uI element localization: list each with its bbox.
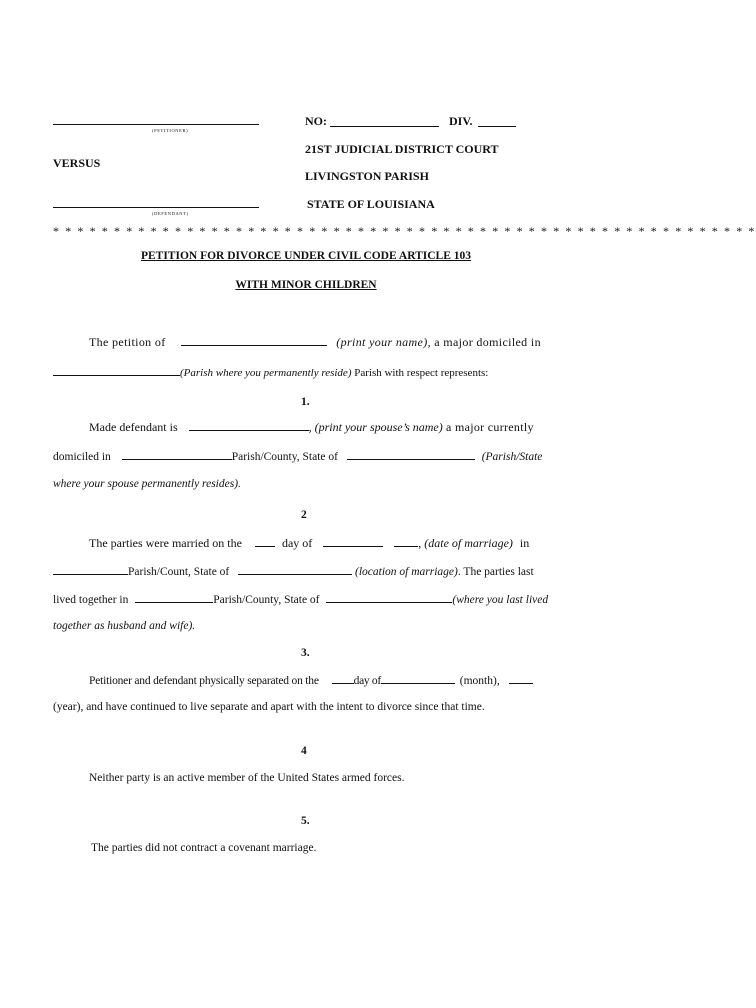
section-3-line-2: (year), and have continued to live separate and apart with the intent to divorce since that time. <box>53 701 485 713</box>
defendant-name-field[interactable] <box>189 420 309 431</box>
court-parish: LIVINGSTON PARISH <box>305 169 429 183</box>
section-2-line-2 <box>53 564 534 578</box>
section-1-text-domiciled: domiciled in <box>53 451 111 463</box>
court-name: 21ST JUDICIAL DISTRICT COURT <box>305 142 499 156</box>
separation-month-field[interactable] <box>381 673 455 684</box>
defendant-blank[interactable] <box>53 207 259 208</box>
section-2-line-1 <box>89 536 529 551</box>
section-1-line-2 <box>53 449 542 463</box>
intro-text-domicile: , a major domiciled in <box>427 335 541 349</box>
section-3-number: 3. <box>301 647 310 659</box>
section-3-text: Petitioner and defendant physically separated on the <box>89 675 319 687</box>
section-2-text-in: in <box>516 536 530 550</box>
intro-line-2 <box>53 365 488 379</box>
document-subtitle: WITH MINOR CHILDREN <box>235 279 377 291</box>
separation-year-field[interactable] <box>509 673 533 684</box>
section-2-comma: , <box>418 536 425 550</box>
intro-text: The petition of <box>89 335 166 349</box>
section-3-line-1 <box>89 673 533 687</box>
intro-hint-name: (print your name) <box>336 335 428 349</box>
section-2-text-state: Parish/Count, State of <box>128 566 230 578</box>
defendant-parish-field[interactable] <box>122 449 232 460</box>
section-2-line-3 <box>53 592 548 606</box>
section-1-number: 1. <box>301 396 310 408</box>
section-1-text-major: a major currently <box>442 420 534 434</box>
section-3-text-dayof: day of <box>353 675 381 687</box>
section-4-text: Neither party is an active member of the United States armed forces. <box>89 772 405 784</box>
defendant-label: (DEFENDANT) <box>152 211 189 216</box>
section-2-text-dayof: day of <box>281 536 313 550</box>
section-5-number: 5. <box>301 815 310 827</box>
case-number-blank[interactable] <box>330 126 439 127</box>
section-1-line-1 <box>89 420 534 435</box>
section-1-text-state: Parish/County, State of <box>231 451 338 463</box>
petitioner-name-field[interactable] <box>181 335 327 346</box>
intro-hint-parish: (Parish where you permanently reside) <box>180 367 352 379</box>
section-2-hint-date: (date of marriage) <box>424 536 513 550</box>
section-1-line-3: where your spouse permanently resides). <box>53 478 241 490</box>
document-title: PETITION FOR DIVORCE UNDER CIVIL CODE ARTICLE 103 <box>140 250 472 262</box>
section-1-hint-parish: (Parish/State <box>481 451 543 463</box>
section-1-text: Made defendant is <box>89 420 178 434</box>
section-3-text-month: (month), <box>459 675 500 687</box>
court-state: STATE OF LOUISIANA <box>307 197 435 211</box>
intro-line-1 <box>89 335 541 350</box>
section-2-line-4: together as husband and wife). <box>53 620 196 632</box>
defendant-state-field[interactable] <box>347 449 475 460</box>
section-2-hint-lived: (where you last lived <box>452 594 549 606</box>
marriage-parish-field[interactable] <box>53 564 128 575</box>
lived-parish-field[interactable] <box>135 592 213 603</box>
marriage-day-field[interactable] <box>255 536 275 547</box>
lived-state-field[interactable] <box>326 592 452 603</box>
separation-day-field[interactable] <box>332 673 354 684</box>
versus-label: VERSUS <box>53 156 101 170</box>
petitioner-label: (PETITIONER) <box>152 128 189 133</box>
section-2-text: The parties were married on the <box>89 536 242 550</box>
petitioner-parish-field[interactable] <box>53 365 180 376</box>
case-number-label: NO: <box>305 114 327 128</box>
marriage-year-field[interactable] <box>394 536 418 547</box>
section-4-number: 4 <box>301 745 307 757</box>
marriage-month-field[interactable] <box>323 536 383 547</box>
section-1-hint-spouse: , (print your spouse’s name) <box>308 420 443 434</box>
marriage-state-field[interactable] <box>238 564 352 575</box>
section-2-text-state-2: Parish/County, State of <box>213 594 320 606</box>
section-2-text-last: . The parties last <box>457 566 534 578</box>
section-2-hint-location: (location of marriage) <box>355 566 458 578</box>
petitioner-blank[interactable] <box>53 124 259 125</box>
star-divider: * * * * * * * * * * * * * * * * * * * * * * * * * * * * * * * * * * * * * * * * * * * * * * * * * * * * * * * * * * <box>53 224 756 238</box>
division-label: DIV. <box>449 114 473 128</box>
section-2-text-lived: lived together in <box>53 594 129 606</box>
section-5-text: The parties did not contract a covenant marriage. <box>91 842 317 854</box>
division-blank[interactable] <box>478 126 516 127</box>
section-2-number: 2 <box>301 509 307 521</box>
intro-text-represents: Parish with respect represents: <box>351 367 489 379</box>
